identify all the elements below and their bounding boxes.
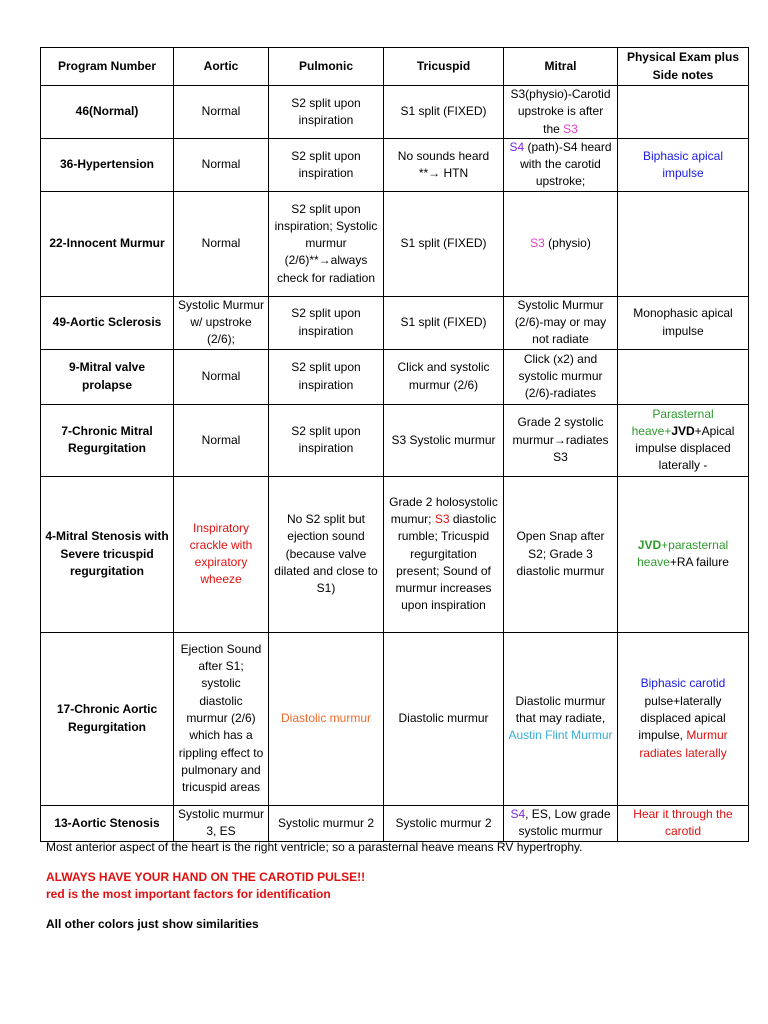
exam-cell	[618, 349, 749, 404]
table-row	[41, 191, 749, 296]
s4-highlight: S4	[509, 139, 525, 154]
table-row	[41, 404, 749, 476]
s4-highlight: S4	[510, 806, 526, 821]
note-anterior-heart: Most anterior aspect of the heart is the right ventricle; so a parasternal heave means RV hypertrophy.	[46, 840, 583, 854]
pulmonic-cell: S2 split upon inspiration	[269, 404, 384, 476]
tricuspid-cell: Grade 2 holosystolic mumur; S3 diastolic rumble; Tricuspid regurgitation present; Sound of murmur increases upon inspiration	[384, 476, 504, 632]
exam-cell	[618, 191, 749, 296]
mitral-cell: Diastolic murmur that may radiate, Austin Flint Murmur	[504, 632, 618, 805]
header-aortic: Aortic	[174, 48, 269, 86]
aortic-cell: Normal	[174, 86, 269, 139]
pulmonic-cell: Systolic murmur 2	[269, 805, 384, 841]
header-program: Program Number	[41, 48, 174, 86]
pulmonic-cell: Diastolic murmur	[269, 632, 384, 805]
table-row	[41, 349, 749, 404]
program-cell: 4-Mitral Stenosis with Severe tricuspid regurgitation	[41, 476, 174, 632]
heart-sounds-table	[40, 47, 749, 842]
mitral-cell: S4, ES, Low grade systolic murmur	[504, 805, 618, 841]
jvd-highlight: JVD	[637, 537, 662, 552]
s3-highlight: S3	[530, 236, 545, 251]
tricuspid-cell: S1 split (FIXED)	[384, 191, 504, 296]
pulmonic-cell: No S2 split but ejection sound (because valve dilated and close to S1)	[269, 476, 384, 632]
s3-highlight: S3	[563, 121, 578, 136]
table-row	[41, 296, 749, 349]
jvd-highlight: JVD	[671, 423, 695, 438]
tricuspid-cell: Diastolic murmur	[384, 632, 504, 805]
program-cell: 17-Chronic Aortic Regurgitation	[41, 632, 174, 805]
program-cell: 49-Aortic Sclerosis	[41, 296, 174, 349]
pulmonic-cell: S2 split upon inspiration; Systolic murmur (2/6)**→always check for radiation	[269, 191, 384, 296]
exam-cell: Monophasic apical impulse	[618, 296, 749, 349]
aortic-cell: Ejection Sound after S1; systolic diastolic murmur (2/6) which has a rippling effect to pulmonary and tricuspid areas	[174, 632, 269, 805]
aortic-cell: Normal	[174, 404, 269, 476]
program-cell: 22-Innocent Murmur	[41, 191, 174, 296]
tricuspid-cell: S1 split (FIXED)	[384, 296, 504, 349]
aortic-cell: Inspiratory crackle with expiratory wheeze	[174, 476, 269, 632]
pulmonic-cell: S2 split upon inspiration	[269, 138, 384, 191]
aortic-cell: Systolic murmur 3, ES	[174, 805, 269, 841]
s3-highlight: S3	[434, 511, 450, 526]
header-pulmonic: Pulmonic	[269, 48, 384, 86]
exam-cell: Parasternal heave+JVD+Apical impulse displaced laterally -	[618, 404, 749, 476]
mitral-cell: Open Snap after S2; Grade 3 diastolic murmur	[504, 476, 618, 632]
mitral-cell: Systolic Murmur (2/6)-may or may not radiate	[504, 296, 618, 349]
tricuspid-cell: S1 split (FIXED)	[384, 86, 504, 139]
table-row	[41, 86, 749, 139]
pulmonic-cell: S2 split upon inspiration	[269, 86, 384, 139]
header-mitral: Mitral	[504, 48, 618, 86]
note-carotid-pulse: ALWAYS HAVE YOUR HAND ON THE CAROTID PULSE!!	[46, 870, 366, 884]
table-header-row	[41, 48, 749, 86]
tricuspid-cell: No sounds heard **→ HTN	[384, 138, 504, 191]
table-row	[41, 138, 749, 191]
table-row	[41, 632, 749, 805]
program-cell: 7-Chronic Mitral Regurgitation	[41, 404, 174, 476]
exam-cell: Biphasic carotid pulse+laterally displaced apical impulse, Murmur radiates laterally	[618, 632, 749, 805]
table-row	[41, 805, 749, 841]
comparison-table-wrapper	[40, 47, 748, 842]
table-row	[41, 476, 749, 632]
aortic-cell: Systolic Murmur w/ upstroke (2/6);	[174, 296, 269, 349]
aortic-cell: Normal	[174, 349, 269, 404]
mitral-cell: S3(physio)-Carotid upstroke is after the S3	[504, 86, 618, 139]
mitral-cell: S4 (path)-S4 heard with the carotid upstroke;	[504, 138, 618, 191]
note-red-important: red is the most important factors for identification	[46, 887, 331, 901]
note-other-colors: All other colors just show similarities	[46, 917, 259, 931]
program-cell: 9-Mitral valve prolapse	[41, 349, 174, 404]
aortic-cell: Normal	[174, 191, 269, 296]
program-cell: 46(Normal)	[41, 86, 174, 139]
mitral-cell: Grade 2 systolic murmur→radiates S3	[504, 404, 618, 476]
exam-cell: JVD+parasternal heave+RA failure	[618, 476, 749, 632]
exam-cell: Hear it through the carotid	[618, 805, 749, 841]
aortic-cell: Normal	[174, 138, 269, 191]
tricuspid-cell: Click and systolic murmur (2/6)	[384, 349, 504, 404]
tricuspid-cell: Systolic murmur 2	[384, 805, 504, 841]
exam-cell: Biphasic apical impulse	[618, 138, 749, 191]
austin-flint-highlight: Austin Flint Murmur	[508, 728, 613, 743]
program-cell: 13-Aortic Stenosis	[41, 805, 174, 841]
exam-cell	[618, 86, 749, 139]
tricuspid-cell: S3 Systolic murmur	[384, 404, 504, 476]
mitral-cell: Click (x2) and systolic murmur (2/6)-radiates	[504, 349, 618, 404]
mitral-cell: S3 (physio)	[504, 191, 618, 296]
header-exam: Physical Exam plus Side notes	[618, 48, 749, 86]
program-cell: 36-Hypertension	[41, 138, 174, 191]
pulmonic-cell: S2 split upon inspiration	[269, 349, 384, 404]
pulmonic-cell: S2 split upon inspiration	[269, 296, 384, 349]
header-tricuspid: Tricuspid	[384, 48, 504, 86]
